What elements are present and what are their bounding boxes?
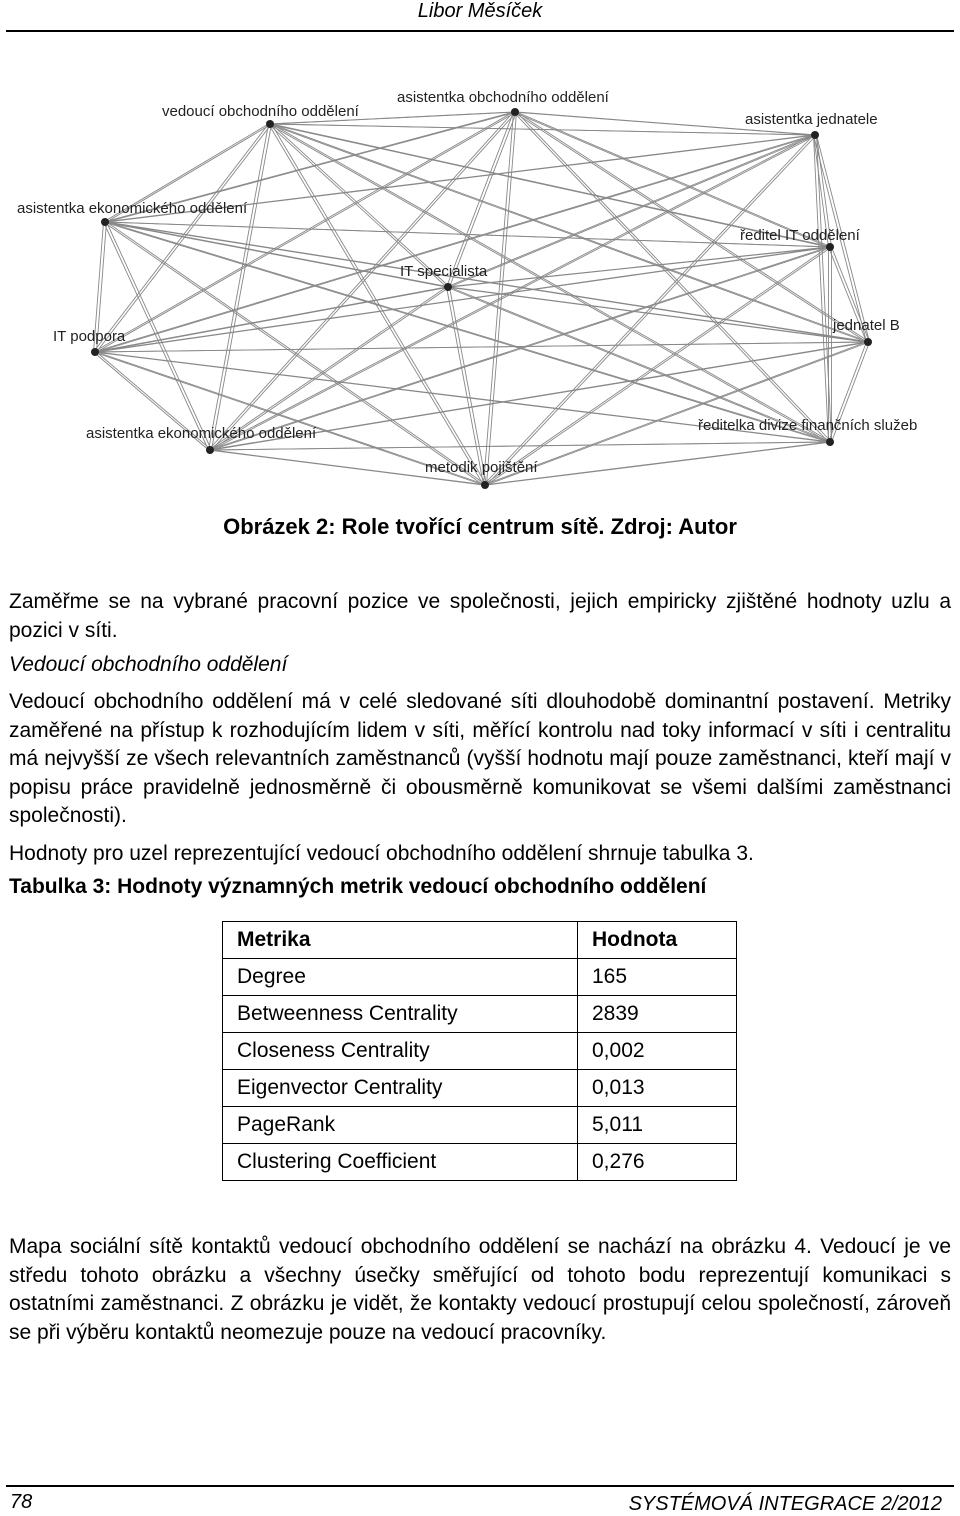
network-edge xyxy=(97,342,870,352)
table-row xyxy=(223,1070,737,1107)
metrics-table xyxy=(222,921,737,1181)
network-node xyxy=(864,338,872,346)
table-caption: Tabulka 3: Hodnoty významných metrik vedoucí obchodního oddělení xyxy=(9,875,707,898)
network-node xyxy=(101,218,109,226)
network-edge xyxy=(212,442,832,450)
metric-value: 0,276 xyxy=(578,1144,737,1181)
network-edge xyxy=(94,135,814,352)
network-node-label: asistentka jednatele xyxy=(745,111,878,128)
body-paragraph-1: Vedoucí obchodního oddělení má v celé sledované síti dlouhodobě dominantní postavení. Metriky zaměřené na přístup k rozhodujícím lidem v síti, měřící kontrolu nad toky informací v síti i centralitu má nejvyšší ze všech relevantních zaměstnanců (vyšší hodnotu mají pouze zaměstnanci, kteří mají v popisu práce pravidelně jednosměrně či obousměrně komunikovat se všemi dalšími zaměstnanci společnosti). xyxy=(9,690,951,827)
header-divider xyxy=(6,30,954,32)
table-row xyxy=(223,1144,737,1181)
metric-name: Closeness Centrality xyxy=(223,1033,578,1070)
network-node-label: metodik pojištění xyxy=(425,459,538,476)
running-header-author: Libor Měsíček xyxy=(417,0,543,22)
body-paragraph-3: Mapa sociální sítě kontaktů vedoucí obchodního oddělení se nachází na obrázku 4. Vedoucí je ve středu tohoto obrázku a všechny úsečky směřující od tohoto bodu reprezentují komunikaci s ostatními zaměstnanci. Z obrázku je vidět, že kontakty vedoucí prostupují celou společností, zároveň se při výběru kontaktů neomezuje pouze na vedoucí pracovníky. xyxy=(9,1235,951,1344)
network-node-label: IT specialista xyxy=(400,263,488,280)
network-node xyxy=(811,131,819,139)
metric-value: 0,002 xyxy=(578,1033,737,1070)
network-node-label: ředitelka divize finančních služeb xyxy=(698,417,918,434)
network-edge xyxy=(484,247,829,485)
network-node xyxy=(91,348,99,356)
table-row xyxy=(223,1107,737,1144)
footer-divider xyxy=(6,1485,954,1487)
network-edge xyxy=(107,222,487,485)
network-edge xyxy=(814,135,829,442)
network-node-label: jednatel B xyxy=(833,317,900,334)
network-edge xyxy=(487,247,832,485)
journal-name: SYSTÉMOVÁ INTEGRACE 2/2012 xyxy=(628,1493,942,1515)
section-heading: Vedoucí obchodního oddělení xyxy=(9,653,288,676)
table-row xyxy=(223,1033,737,1070)
network-edge xyxy=(447,112,514,287)
network-edge xyxy=(104,222,829,442)
metric-value: 165 xyxy=(578,959,737,996)
network-edge xyxy=(450,247,832,287)
table-header-row xyxy=(223,922,737,959)
metric-name: Betweenness Centrality xyxy=(223,996,578,1033)
network-edge xyxy=(487,442,832,485)
metric-name: Degree xyxy=(223,959,578,996)
metric-name: Eigenvector Centrality xyxy=(223,1070,578,1107)
network-node-label: IT podpora xyxy=(53,328,126,345)
metric-name: PageRank xyxy=(223,1107,578,1144)
network-node-label: ředitel IT oddělení xyxy=(740,227,860,244)
social-network-graph xyxy=(0,62,960,502)
network-node-label: vedoucí obchodního oddělení xyxy=(162,103,359,120)
network-node-label: asistentka ekonomického oddělení xyxy=(86,425,317,442)
figure-caption: Obrázek 2: Role tvořící centrum sítě. Zdroj: Autor xyxy=(223,514,737,539)
network-node-label: asistentka ekonomického oddělení xyxy=(17,200,248,217)
header-value: Hodnota xyxy=(578,922,737,959)
network-edge xyxy=(487,342,870,485)
network-node xyxy=(444,283,452,291)
metric-value: 2839 xyxy=(578,996,737,1033)
network-edge xyxy=(94,287,447,352)
network-edge xyxy=(817,135,832,442)
network-edge xyxy=(484,112,514,485)
network-edge xyxy=(97,287,450,352)
network-node xyxy=(266,120,274,128)
network-node-label: asistentka obchodního oddělení xyxy=(397,89,609,106)
network-edge xyxy=(104,222,484,485)
network-edge xyxy=(97,135,817,352)
network-node xyxy=(826,243,834,251)
metric-value: 0,013 xyxy=(578,1070,737,1107)
header-metric: Metrika xyxy=(223,922,578,959)
table-row xyxy=(223,959,737,996)
body-paragraph-2: Hodnoty pro uzel reprezentující vedoucí obchodního oddělení shrnuje tabulka 3. xyxy=(9,842,754,865)
network-edge xyxy=(487,112,517,485)
network-node xyxy=(206,446,214,454)
network-edge xyxy=(450,287,870,342)
page-number: 78 xyxy=(10,1491,33,1513)
network-node xyxy=(511,108,519,116)
network-node xyxy=(826,438,834,446)
network-node xyxy=(481,481,489,489)
metric-name: Clustering Coefficient xyxy=(223,1144,578,1181)
network-edge xyxy=(484,342,867,485)
metric-value: 5,011 xyxy=(578,1107,737,1144)
table-row xyxy=(223,996,737,1033)
intro-paragraph: Zaměřme se na vybrané pracovní pozice ve společnosti, jejich empiricky zjištěné hodnoty uzlu a pozici v síti. xyxy=(9,590,951,642)
